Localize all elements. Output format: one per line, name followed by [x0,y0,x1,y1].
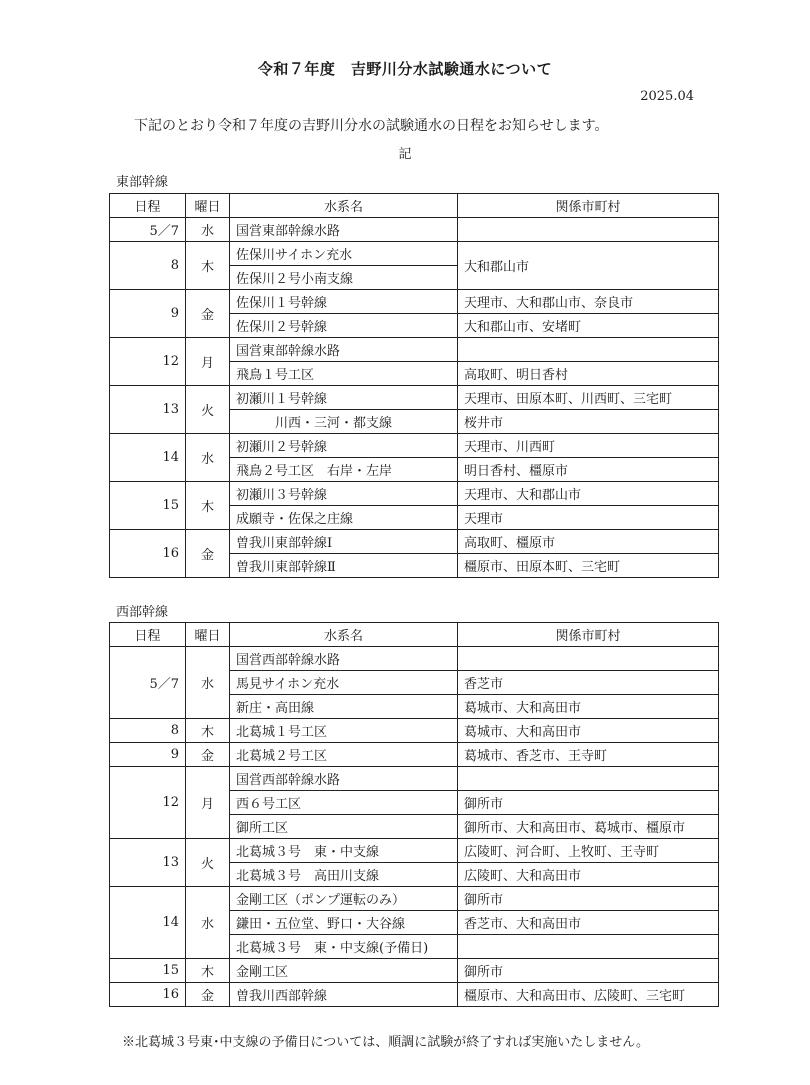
municipality-cell [458,218,719,242]
municipality-cell: 天理市、大和郡山市、奈良市 [458,290,719,314]
date-cell: 16 [110,983,186,1007]
date-cell: 8 [110,719,186,743]
system-cell: 北葛城３号 東・中支線(予備日) [230,935,458,959]
footnote: ※北葛城３号東･中支線の予備日については、順調に試験が終了すれば実施いたしません。 [122,1035,650,1050]
system-cell: 川西・三河・都支線 [230,410,458,434]
municipality-cell: 橿原市、大和高田市、広陵町、三宅町 [458,983,719,1007]
date-cell: 8 [110,242,186,290]
system-cell: 曽我川東部幹線Ⅰ [230,530,458,554]
header-system: 水系名 [230,623,458,647]
municipality-cell [458,767,719,791]
municipality-cell: 高取町、明日香村 [458,362,719,386]
system-cell: 北葛城３号 東・中支線 [230,839,458,863]
weekday-cell: 水 [186,647,230,719]
system-cell: 初瀬川１号幹線 [230,386,458,410]
municipality-cell: 御所市、大和高田市、葛城市、橿原市 [458,815,719,839]
system-cell: 金剛工区 [230,959,458,983]
weekday-cell: 火 [186,839,230,887]
system-cell: 北葛城１号工区 [230,719,458,743]
table-row [110,530,719,554]
east-section-label: 東部幹線 [116,175,169,190]
header-system: 水系名 [230,194,458,218]
header-municipality: 関係市町村 [458,194,719,218]
municipality-cell [458,935,719,959]
header-weekday: 曜日 [186,194,230,218]
table-row [110,887,719,911]
table-row [110,743,719,767]
municipality-cell: 広陵町、河合町、上牧町、王寺町 [458,839,719,863]
system-cell: 御所工区 [230,815,458,839]
system-cell: 飛鳥１号工区 [230,362,458,386]
municipality-cell: 御所市 [458,887,719,911]
municipality-cell: 葛城市、大和高田市 [458,695,719,719]
west-section-label: 西部幹線 [116,605,169,620]
date-cell: 5／7 [110,218,186,242]
system-cell: 鎌田・五位堂、野口・大谷線 [230,911,458,935]
system-cell: 佐保川２号小南支線 [230,266,458,290]
weekday-cell: 金 [186,530,230,578]
weekday-cell: 木 [186,959,230,983]
header-date: 日程 [110,623,186,647]
weekday-cell: 水 [186,887,230,959]
system-cell: 新庄・高田線 [230,695,458,719]
table-row [110,386,719,410]
municipality-cell: 明日香村、橿原市 [458,458,719,482]
weekday-cell: 月 [186,767,230,839]
table-header-row [110,623,719,647]
system-cell: 西６号工区 [230,791,458,815]
date-cell: 13 [110,386,186,434]
weekday-cell: 木 [186,719,230,743]
table-row [110,767,719,791]
system-cell: 金剛工区（ポンプ運転のみ） [230,887,458,911]
table-row [110,482,719,506]
table-row [110,338,719,362]
municipality-cell: 香芝市 [458,671,719,695]
system-cell: 佐保川２号幹線 [230,314,458,338]
municipality-cell: 葛城市、大和高田市 [458,719,719,743]
date-cell: 5／7 [110,647,186,719]
weekday-cell: 水 [186,218,230,242]
east-schedule-table [109,193,719,578]
municipality-cell: 天理市、川西町 [458,434,719,458]
document-date: 2025.04 [640,89,694,104]
municipality-cell: 大和郡山市、安堵町 [458,314,719,338]
municipality-cell: 天理市、大和郡山市 [458,482,719,506]
header-weekday: 曜日 [186,623,230,647]
system-cell: 成願寺・佐保之庄線 [230,506,458,530]
table-row [110,959,719,983]
document-title: 令和７年度 吉野川分水試験通水について [257,60,553,78]
table-row [110,290,719,314]
weekday-cell: 木 [186,242,230,290]
municipality-cell [458,647,719,671]
header-date: 日程 [110,194,186,218]
date-cell: 16 [110,530,186,578]
date-cell: 13 [110,839,186,887]
system-cell: 国営西部幹線水路 [230,767,458,791]
municipality-cell [458,338,719,362]
system-cell: 曽我川西部幹線 [230,983,458,1007]
table-header-row [110,194,719,218]
header-municipality: 関係市町村 [458,623,719,647]
date-cell: 15 [110,959,186,983]
municipality-cell: 御所市 [458,791,719,815]
system-cell: 国営東部幹線水路 [230,338,458,362]
weekday-cell: 火 [186,386,230,434]
date-cell: 9 [110,290,186,338]
table-row [110,647,719,671]
municipality-cell: 香芝市、大和高田市 [458,911,719,935]
municipality-cell: 天理市 [458,506,719,530]
municipality-cell: 広陵町、大和高田市 [458,863,719,887]
date-cell: 15 [110,482,186,530]
ki-label: 記 [398,147,412,162]
date-cell: 12 [110,338,186,386]
system-cell: 初瀬川３号幹線 [230,482,458,506]
date-cell: 9 [110,743,186,767]
system-cell: 馬見サイホン充水 [230,671,458,695]
weekday-cell: 木 [186,482,230,530]
municipality-cell: 桜井市 [458,410,719,434]
date-cell: 12 [110,767,186,839]
weekday-cell: 金 [186,743,230,767]
municipality-cell: 御所市 [458,959,719,983]
municipality-cell: 大和郡山市 [458,242,719,290]
table-row [110,218,719,242]
weekday-cell: 金 [186,983,230,1007]
system-cell: 飛鳥２号工区 右岸・左岸 [230,458,458,482]
system-cell: 北葛城３号 高田川支線 [230,863,458,887]
system-cell: 佐保川１号幹線 [230,290,458,314]
date-cell: 14 [110,434,186,482]
table-row [110,839,719,863]
system-cell: 初瀬川２号幹線 [230,434,458,458]
weekday-cell: 金 [186,290,230,338]
municipality-cell: 橿原市、田原本町、三宅町 [458,554,719,578]
weekday-cell: 水 [186,434,230,482]
municipality-cell: 葛城市、香芝市、王寺町 [458,743,719,767]
west-schedule-table [109,622,719,1007]
municipality-cell: 天理市、田原本町、川西町、三宅町 [458,386,719,410]
weekday-cell: 月 [186,338,230,386]
table-row [110,242,719,266]
date-cell: 14 [110,887,186,959]
table-row [110,983,719,1007]
table-row [110,434,719,458]
system-cell: 国営東部幹線水路 [230,218,458,242]
table-row [110,719,719,743]
system-cell: 佐保川サイホン充水 [230,242,458,266]
intro-text: 下記のとおり令和７年度の吉野川分水の試験通水の日程をお知らせします。 [134,118,609,134]
system-cell: 国営西部幹線水路 [230,647,458,671]
municipality-cell: 高取町、橿原市 [458,530,719,554]
system-cell: 北葛城２号工区 [230,743,458,767]
system-cell: 曽我川東部幹線Ⅱ [230,554,458,578]
